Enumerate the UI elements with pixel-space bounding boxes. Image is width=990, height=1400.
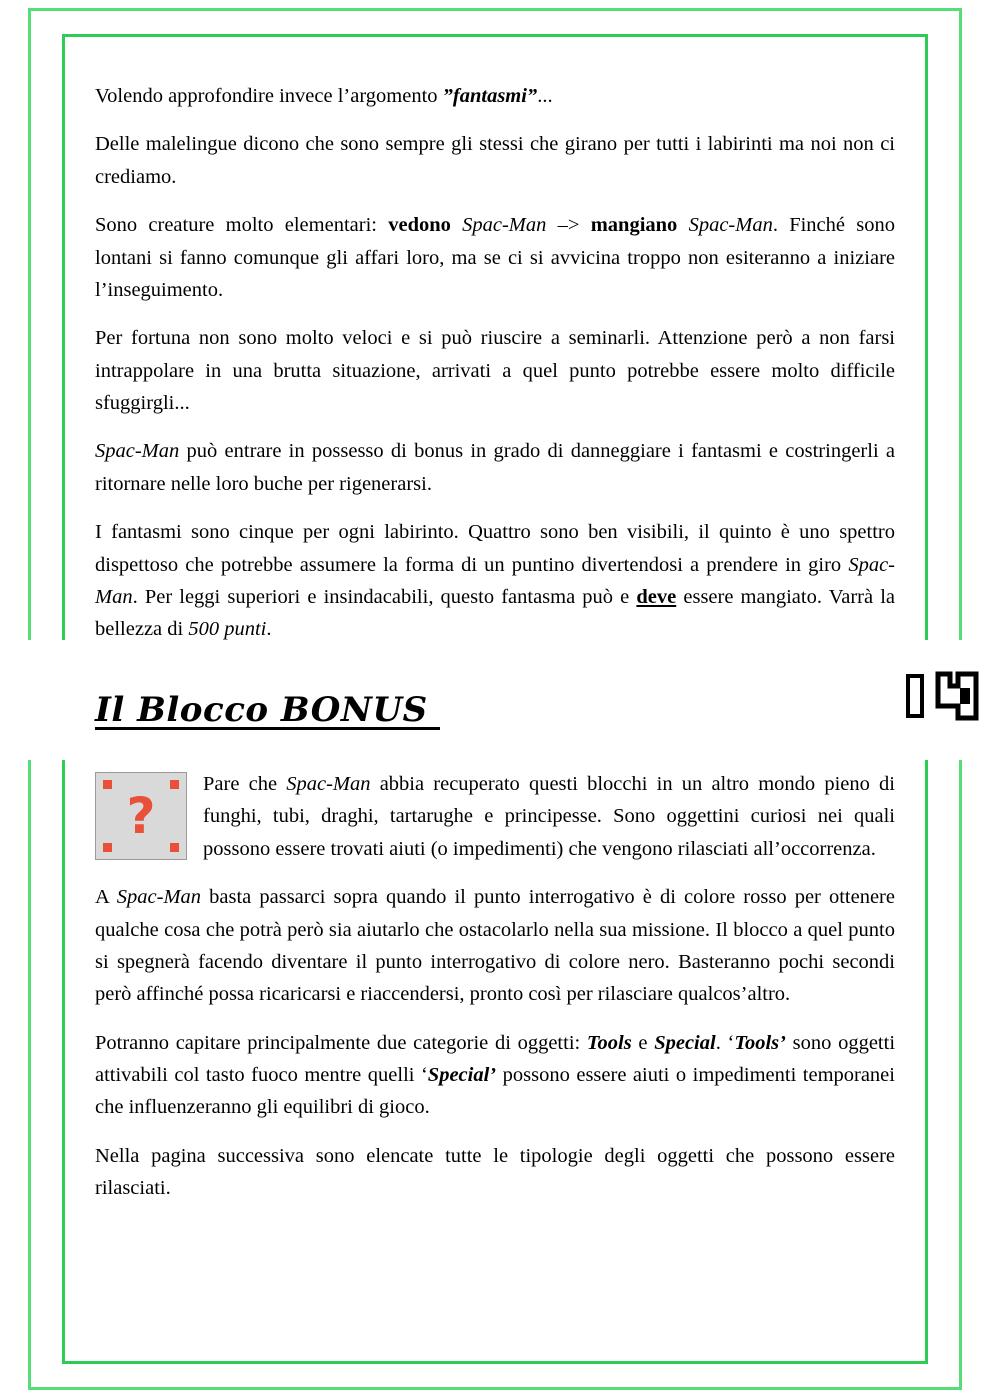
paragraph-4 [95,435,895,500]
bonus-block-rivet [103,780,112,789]
paragraph-bonus-4: Nella pagina successiva sono elencate tutte le tipologie degli oggetti che possono essere rilasciati. [95,1144,895,1200]
p2-part-g: . Finché sono lontani si fanno comunque gli affari loro, ma se ci si avvicina troppo non esiteranno a iniziare l’inseguimento. [95,214,895,301]
border-notch-left [20,640,70,760]
bonus-p1-spacman: Spac-Man [286,773,371,795]
p2-arrow: –> [557,214,591,237]
intro-lead-tail: ... [537,85,553,107]
p4-spacman: Spac-Man [95,440,180,463]
bonus-p3-tools-1: Tools [586,1031,632,1054]
bonus-p3-b: e [631,1031,655,1054]
bonus-p1-a: Pare che [203,773,287,795]
bonus-p3-d: sono oggetti attivabili col tasto fuoco mentre quelli ‘ [95,1031,896,1086]
paragraph-1: Delle malelingue dicono che sono sempre gli stessi che girano per tutti i labirinti ma noi non ci crediamo. [95,133,895,188]
p5-part-c: essere mangiato. Varrà la bellezza di [95,585,896,641]
bonus-p2-spacman: Spac-Man [116,886,202,909]
paragraph-5 [95,516,895,646]
intro-lead-plain: Volendo approfondire invece l’argomento [95,85,443,107]
page-number-glyph [902,668,980,724]
section-bonus-body [95,768,895,1221]
p2-mangiano: mangiano [590,214,678,237]
bonus-p3-c: . ‘ [715,1031,735,1054]
p5-part-a: I fantasmi sono cinque per ogni labirinto. Quattro sono ben visibili, il quinto è uno spettro dispettoso che potrebbe assumere la forma di un puntino divertendosi a prendere in giro [95,521,895,576]
paragraph-intro-lead [95,80,895,112]
document-body [95,80,895,662]
paragraph-bonus-3 [95,1027,895,1124]
p2-spacman-1: Spac-Man [450,214,558,237]
question-mark-icon: ? [126,787,156,845]
bonus-p3-tools-2: Tools’ [734,1031,786,1054]
p5-part-d: . [266,618,272,641]
bonus-p3-a: Potranno capitare principalmente due categorie di oggetti: [95,1031,587,1054]
bonus-block-rivet [170,780,179,789]
p5-deve: deve [636,585,677,608]
intro-lead-emphasis: ”fantasmi” [442,85,538,107]
section-title: Il Blocco BONUS [95,690,441,730]
bonus-block-icon [95,772,187,860]
p5-part-b: . Per leggi superiori e insindacabili, questo fantasma può e [132,585,637,608]
paragraph-bonus-1 [95,768,895,865]
p2-vedono: vedono [388,214,451,237]
p2-spacman-2: Spac-Man [677,214,773,237]
p5-spacman: Spac-Man [95,553,895,608]
bonus-p2-a: A [95,886,117,909]
bonus-p3-special-1: Special [654,1031,716,1054]
bonus-block-rivet [103,843,112,852]
paragraph-2 [95,209,895,306]
p5-punti: 500 punti [188,618,267,641]
bonus-p3-special-2: Special’ [427,1064,497,1086]
bonus-block-rivet [170,843,179,852]
paragraph-bonus-2 [95,881,895,1011]
paragraph-3: Per fortuna non sono molto veloci e si può riuscire a seminarli. Attenzione però a non farsi intrappolare in una brutta situazione, arrivati a quel punto potrebbe essere molto difficile sfuggirgli... [95,327,895,414]
bonus-p1-b: abbia recuperato questi blocchi in un altro mondo pieno di funghi, tubi, draghi, tartarughe e principesse. Sono oggettini curiosi nei quali possono essere trovati aiuti (o impedimenti) che vengono rilasciati all’occorrenza. [203,773,895,860]
p2-part-a: Sono creature molto elementari: [95,214,389,237]
p4-rest: può entrare in possesso di bonus in grado di danneggiare i fantasmi e costringerli a ritornare nelle loro buche per rigenerarsi. [95,440,895,495]
bonus-p2-b: basta passarci sopra quando il punto interrogativo è di colore rosso per ottenere qualche cosa che potrà però sia aiutarlo che ostacolarlo nella sua missione. Il blocco a quel punto si spegnerà facendo diventare il punto interrogativo di colore nero. Basteranno pochi secondi però affinché possa ricaricarsi e riaccendersi, pronto così per rilasciare qualcos’altro. [95,886,895,1006]
bonus-p3-e: possono essere aiuti o impedimenti temporanei che influenzeranno gli equilibri di gioco. [95,1064,895,1119]
